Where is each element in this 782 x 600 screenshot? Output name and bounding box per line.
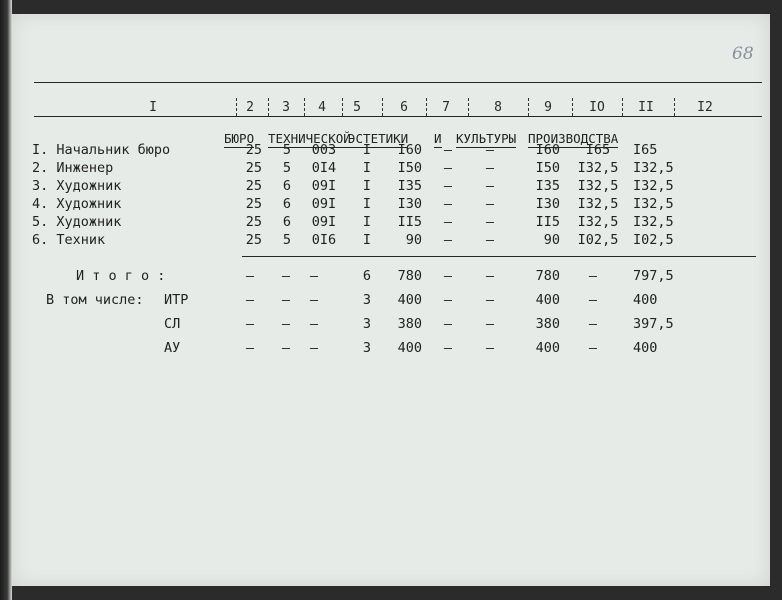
totals-cell-c11: 400: [633, 340, 658, 356]
cell-c10: I02,5: [577, 232, 619, 248]
totals-cell-c2: –: [245, 316, 255, 332]
cell-c7: –: [443, 142, 453, 158]
totals-cell-c4: –: [309, 268, 319, 284]
cell-c8: –: [485, 142, 495, 158]
totals-cell-c11: 397,5: [633, 316, 674, 332]
column-header-7: 7: [442, 100, 450, 115]
totals-cell-c7: –: [443, 340, 453, 356]
totals-cell-c11: 400: [633, 292, 658, 308]
totals-cell-c6: 780: [397, 268, 422, 284]
totals-cell-c4: –: [309, 340, 319, 356]
cell-c8: –: [485, 178, 495, 194]
title-word: ЭСТЕТИКИ: [348, 131, 409, 146]
totals-sub-label: СЛ: [164, 316, 181, 332]
cell-c11: I02,5: [633, 232, 674, 248]
totals-cell-c3: –: [281, 340, 291, 356]
totals-cell-c4: –: [309, 292, 319, 308]
totals-cell-c8: –: [485, 316, 495, 332]
cell-c6: I30: [397, 196, 422, 212]
cell-c8: –: [485, 232, 495, 248]
cell-c10: I32,5: [577, 178, 619, 194]
column-separator: [342, 98, 343, 116]
cell-c7: –: [443, 196, 453, 212]
cell-c9: I60: [535, 142, 560, 158]
cell-c9: II5: [535, 214, 560, 230]
cell-c6: I35: [397, 178, 422, 194]
cell-c3: 5: [282, 142, 292, 158]
row-label: 6. Техник: [32, 232, 106, 248]
cell-c2: 25: [245, 214, 262, 230]
cell-c7: –: [443, 232, 453, 248]
totals-rule: [242, 256, 756, 257]
column-header-2: 2: [246, 100, 254, 115]
binder-edge: [0, 0, 12, 600]
cell-c5: I: [362, 232, 372, 248]
totals-cell-c5: 6: [362, 268, 372, 284]
document-page: [12, 14, 770, 586]
cell-c3: 6: [282, 214, 292, 230]
totals-sub-label: АУ: [164, 340, 181, 356]
cell-c10: I32,5: [577, 196, 619, 212]
column-separator: [572, 98, 573, 116]
cell-c10: I65: [585, 142, 611, 158]
totals-cell-c7: –: [443, 292, 453, 308]
row-label: 3. Художник: [32, 178, 122, 194]
cell-c8: –: [485, 214, 495, 230]
including-label: В том числе:: [46, 292, 144, 308]
cell-c7: –: [443, 160, 453, 176]
totals-cell-c5: 3: [362, 316, 372, 332]
totals-cell-c10: –: [588, 316, 598, 332]
cell-c9: I50: [535, 160, 560, 176]
column-header-10: IO: [589, 100, 605, 115]
column-header-5: 5: [353, 100, 361, 115]
cell-c7: –: [443, 178, 453, 194]
column-separator: [674, 98, 675, 116]
cell-c6: I60: [397, 142, 422, 158]
title-word: БЮРО: [224, 131, 255, 146]
totals-cell-c3: –: [281, 316, 291, 332]
column-separator: [268, 98, 269, 116]
cell-c4: 003: [311, 142, 337, 158]
totals-label: И т о г о :: [76, 268, 166, 284]
cell-c5: I: [362, 196, 372, 212]
totals-cell-c10: –: [588, 340, 598, 356]
cell-c2: 25: [245, 196, 262, 212]
totals-cell-c9: 780: [535, 268, 560, 284]
title-word: И: [434, 131, 442, 146]
cell-c3: 5: [282, 160, 292, 176]
column-header-6: 6: [400, 100, 408, 115]
totals-cell-c6: 400: [397, 340, 422, 356]
totals-cell-c2: –: [245, 292, 255, 308]
page-number: 68: [732, 44, 754, 64]
column-header-3: 3: [282, 100, 290, 115]
totals-cell-c2: –: [245, 268, 255, 284]
table-top-rule: [34, 82, 762, 83]
cell-c9: I30: [535, 196, 560, 212]
column-header-8: 8: [494, 100, 502, 115]
cell-c10: I32,5: [577, 160, 619, 176]
column-separator: [528, 98, 529, 116]
totals-cell-c6: 400: [397, 292, 422, 308]
cell-c3: 5: [282, 232, 292, 248]
row-label: 5. Художник: [32, 214, 122, 230]
totals-cell-c9: 400: [535, 340, 560, 356]
title-word: ТЕХНИЧЕСКОЙ: [268, 131, 351, 146]
cell-c2: 25: [245, 160, 262, 176]
totals-cell-c5: 3: [362, 340, 372, 356]
totals-sub-label: ИТР: [164, 292, 189, 308]
column-header-11: II: [638, 100, 654, 115]
cell-c5: I: [362, 160, 372, 176]
totals-cell-c11: 797,5: [633, 268, 674, 284]
cell-c3: 6: [282, 178, 292, 194]
cell-c4: 09I: [311, 214, 337, 230]
column-separator: [468, 98, 469, 116]
totals-cell-c3: –: [281, 268, 291, 284]
cell-c8: –: [485, 160, 495, 176]
column-separator: [236, 98, 237, 116]
cell-c11: I32,5: [633, 196, 674, 212]
cell-c6: 90: [405, 232, 422, 248]
cell-c8: –: [485, 196, 495, 212]
cell-c6: II5: [397, 214, 422, 230]
column-separator: [426, 98, 427, 116]
cell-c4: 09I: [311, 196, 337, 212]
cell-c6: I50: [397, 160, 422, 176]
cell-c5: I: [362, 142, 372, 158]
cell-c11: I32,5: [633, 160, 674, 176]
totals-cell-c4: –: [309, 316, 319, 332]
totals-cell-c8: –: [485, 292, 495, 308]
totals-cell-c7: –: [443, 316, 453, 332]
cell-c4: 09I: [311, 178, 337, 194]
cell-c10: I32,5: [577, 214, 619, 230]
row-label: 2. Инженер: [32, 160, 114, 176]
cell-c3: 6: [282, 196, 292, 212]
totals-cell-c8: –: [485, 340, 495, 356]
cell-c2: 25: [245, 142, 262, 158]
column-header-12: I2: [697, 100, 713, 115]
totals-cell-c3: –: [281, 292, 291, 308]
title-word: КУЛЬТУРЫ: [456, 131, 517, 146]
cell-c2: 25: [245, 178, 262, 194]
title-word: ПРОИЗВОДСТВА: [528, 131, 619, 146]
cell-c9: I35: [535, 178, 560, 194]
cell-c11: I32,5: [633, 214, 674, 230]
column-separator: [622, 98, 623, 116]
row-label: 4. Художник: [32, 196, 122, 212]
totals-cell-c5: 3: [362, 292, 372, 308]
cell-c2: 25: [245, 232, 262, 248]
cell-c7: –: [443, 214, 453, 230]
totals-cell-c6: 380: [397, 316, 422, 332]
totals-cell-c8: –: [485, 268, 495, 284]
cell-c11: I32,5: [633, 178, 674, 194]
cell-c4: 0I6: [311, 232, 337, 248]
cell-c5: I: [362, 178, 372, 194]
totals-cell-c9: 380: [535, 316, 560, 332]
header-bottom-rule: [34, 116, 762, 117]
totals-cell-c9: 400: [535, 292, 560, 308]
totals-cell-c10: –: [588, 268, 598, 284]
cell-c11: I65: [633, 142, 658, 158]
column-separator: [382, 98, 383, 116]
column-separator: [304, 98, 305, 116]
column-header-9: 9: [544, 100, 552, 115]
cell-c9: 90: [543, 232, 560, 248]
totals-cell-c10: –: [588, 292, 598, 308]
cell-c4: 0I4: [311, 160, 337, 176]
totals-cell-c2: –: [245, 340, 255, 356]
row-label: I. Начальник бюро: [32, 142, 171, 158]
totals-cell-c7: –: [443, 268, 453, 284]
column-header-4: 4: [318, 100, 326, 115]
column-header-1: I: [149, 100, 157, 115]
cell-c5: I: [362, 214, 372, 230]
